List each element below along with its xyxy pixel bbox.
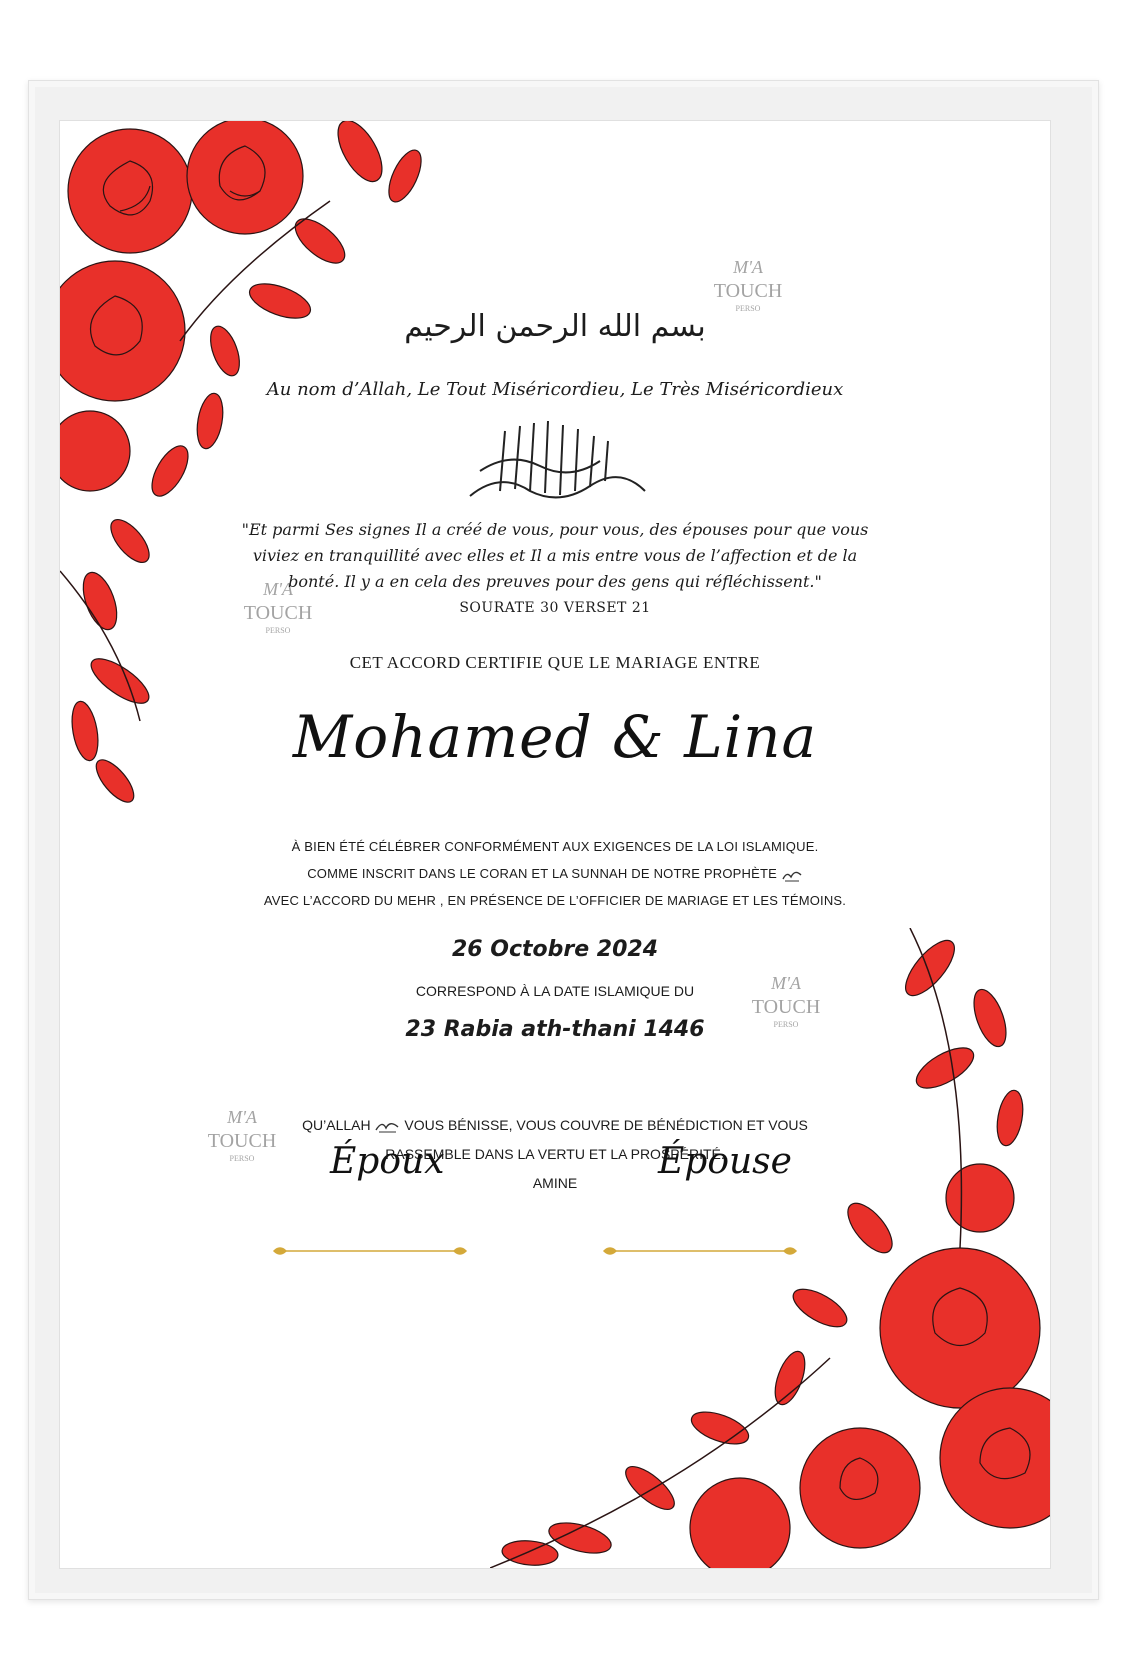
svg-text:TOUCH: TOUCH	[713, 280, 783, 302]
basmala-arabic: بسم الله الرحمن الرحيم	[404, 309, 706, 344]
blessing-line: RASSEMBLE DANS LA VERTU ET LA PROSPÉRITÉ.	[385, 1146, 725, 1162]
salawat-glyph-icon	[781, 867, 803, 883]
svg-text:PERSO: PERSO	[735, 304, 761, 313]
certify-statement: CET ACCORD CERTIFIE QUE LE MARIAGE ENTRE	[349, 653, 761, 672]
svg-text:TOUCH: TOUCH	[243, 602, 313, 624]
hijri-date: 23 Rabia ath-thani 1446	[405, 1017, 705, 1042]
svg-text:M'A: M'A	[733, 257, 763, 277]
svg-text:M'A: M'A	[771, 973, 801, 993]
svg-text:M'A: M'A	[263, 579, 293, 599]
signature-label-husband: Époux	[330, 1141, 445, 1182]
svg-text:TOUCH: TOUCH	[207, 1130, 277, 1152]
blessing-amen: AMINE	[532, 1175, 578, 1191]
azza-wa-jall-glyph-icon	[374, 1118, 400, 1134]
verse-reference: SOURATE 30 VERSET 21	[459, 600, 651, 616]
terms-line: AVEC L’ACCORD DU MEHR , EN PRÉSENCE DE L’OFFICIER DE MARIAGE ET LES TÉMOINS.	[263, 893, 847, 908]
terms-line: À BIEN ÉTÉ CÉLÉBRER CONFORMÉMENT AUX EXIGENCES DE LA LOI ISLAMIQUE.	[291, 839, 819, 854]
verse-line: bonté. Il y a en cela des preuves pour des gens qui réfléchissent."	[288, 572, 822, 591]
quran-verse	[60, 517, 1050, 621]
terms-line: COMME INSCRIT DANS LE CORAN ET LA SUNNAH DE NOTRE PROPHÈTE	[60, 860, 1050, 887]
blessing-line: QU’ALLAH VOUS BÉNISSE, VOUS COUVRE DE BÉNÉDICTION ET VOUS	[302, 1117, 808, 1133]
svg-text:TOUCH: TOUCH	[751, 996, 821, 1018]
couple-names: Mohamed & Lina	[292, 703, 818, 771]
gold-divider-ornament-icon	[600, 1243, 800, 1259]
arabic-calligraphy-icon	[60, 411, 1050, 511]
svg-text:M'A: M'A	[227, 1107, 257, 1127]
svg-text:PERSO: PERSO	[229, 1154, 255, 1163]
svg-text:PERSO: PERSO	[265, 626, 291, 635]
blessing	[60, 1111, 1050, 1198]
date-correspondence-note: CORRESPOND À LA DATE ISLAMIQUE DU	[415, 983, 695, 999]
basmala-french: Au nom d’Allah, Le Tout Miséricordieu, Le Très Miséricordieux	[266, 379, 844, 400]
svg-text:PERSO: PERSO	[773, 1020, 799, 1029]
certificate-canvas	[60, 121, 1050, 1568]
ceremony-terms	[60, 833, 1050, 914]
signature-label-wife: Épouse	[658, 1141, 792, 1182]
verse-line: "Et parmi Ses signes Il a créé de vous, pour vous, des épouses pour que vous	[241, 520, 869, 539]
verse-line: viviez en tranquillité avec elles et Il a mis entre vous de l’affection et de la	[252, 546, 858, 565]
gold-divider-ornament-icon	[270, 1243, 470, 1259]
gregorian-date: 26 Octobre 2024	[451, 937, 659, 962]
